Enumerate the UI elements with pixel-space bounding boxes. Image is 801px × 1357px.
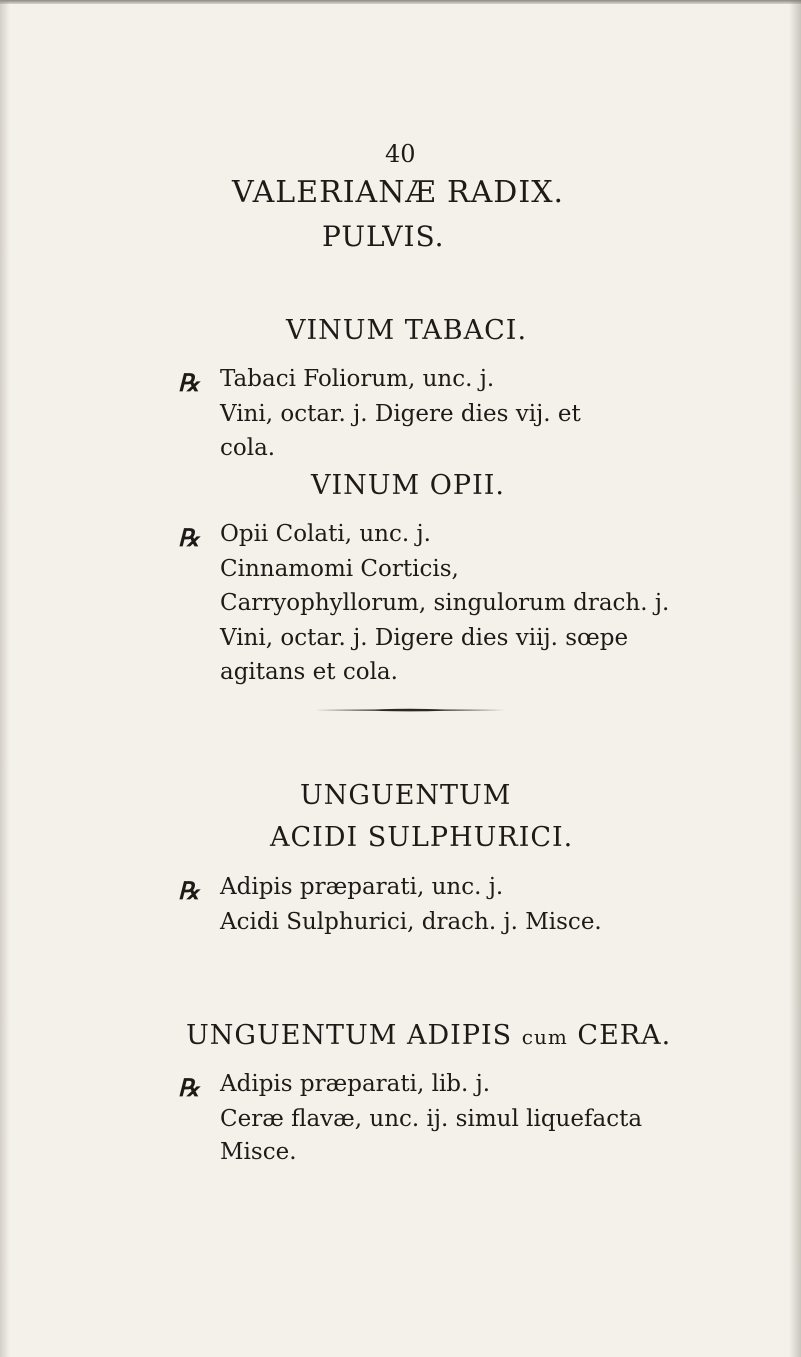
recipe-line: Misce. — [220, 1139, 297, 1165]
heading-part: UNGUENTUM ADIPIS — [186, 1020, 513, 1051]
recipe-line: Adipis præparati, lib. j. — [220, 1071, 491, 1097]
section-heading-vinum-opii: VINUM OPII. — [311, 470, 505, 501]
recipe-line: Opii Colati, unc. j. — [220, 521, 431, 547]
recipe-line: Vini, octar. j. Digere dies viij. sœpe — [220, 625, 629, 651]
section-heading-acidi-sulphurici: ACIDI SULPHURICI. — [270, 822, 574, 853]
section-heading-vinum-tabaci: VINUM TABACI. — [286, 315, 528, 346]
recipe-line: Adipis præparati, unc. j. — [220, 874, 504, 900]
recipe-symbol: ℞ — [178, 368, 200, 397]
recipe-symbol: ℞ — [178, 876, 200, 905]
section-heading-unguentum-adipis — [186, 1020, 671, 1051]
page-left-shadow — [0, 0, 10, 1357]
heading-part: CERA. — [577, 1020, 672, 1051]
page-title: VALERIANÆ RADIX. — [232, 175, 565, 210]
recipe-line: Tabaci Foliorum, unc. j. — [220, 366, 495, 392]
page-subtitle: PULVIS. — [322, 220, 445, 253]
heading-part: cum — [521, 1025, 568, 1049]
page-right-shadow — [789, 0, 801, 1357]
recipe-line: Acidi Sulphurici, drach. j. Misce. — [220, 909, 602, 935]
recipe-line: Vini, octar. j. Digere dies vij. et — [220, 401, 581, 427]
recipe-line: Ceræ flavæ, unc. ij. simul liquefacta — [220, 1106, 643, 1132]
recipe-symbol: ℞ — [178, 523, 200, 552]
ornamental-divider — [315, 708, 505, 712]
section-heading-unguentum: UNGUENTUM — [300, 780, 512, 811]
recipe-line: Carryophyllorum, singulorum drach. j. — [220, 590, 670, 616]
page-top-edge — [0, 0, 801, 4]
recipe-line: cola. — [220, 435, 276, 461]
page-number: 40 — [385, 140, 416, 168]
recipe-line: agitans et cola. — [220, 659, 398, 685]
recipe-line: Cinnamomi Corticis, — [220, 556, 459, 582]
recipe-symbol: ℞ — [178, 1073, 200, 1102]
